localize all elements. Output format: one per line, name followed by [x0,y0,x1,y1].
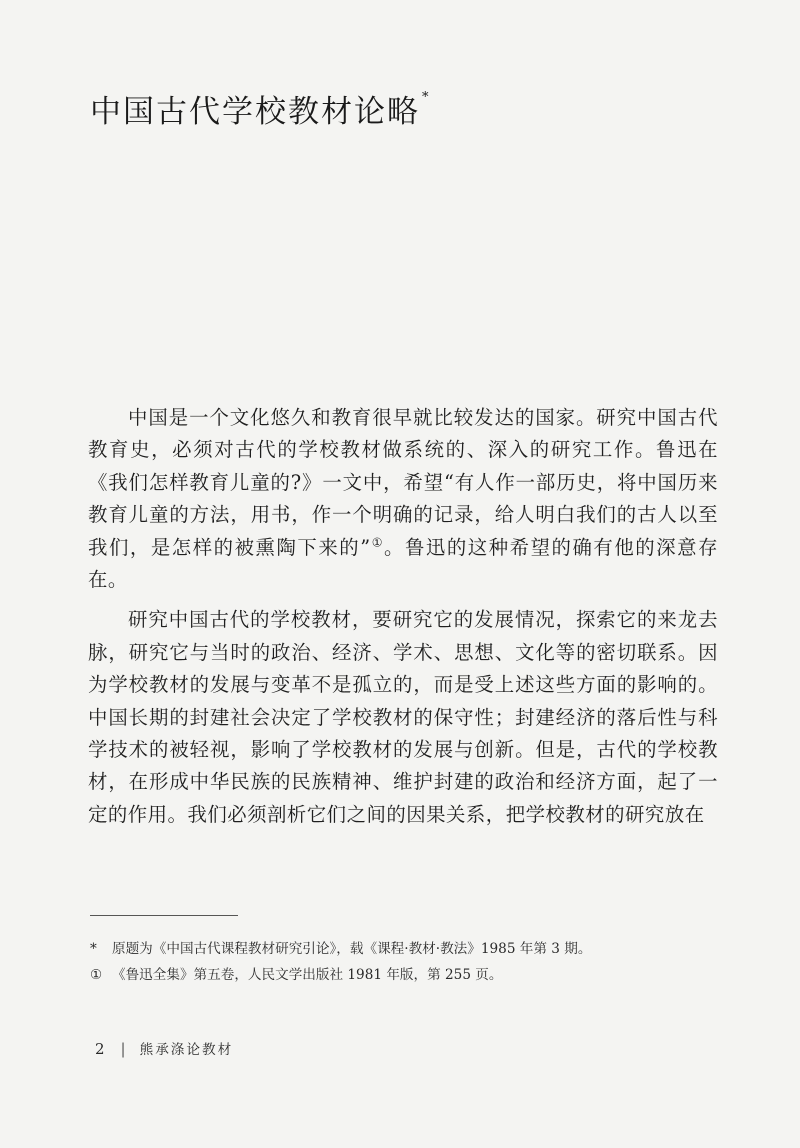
footnote-2-text: 《鲁迅全集》第五卷，人民文学出版社 1981 年版，第 255 页。 [112,967,503,983]
book-title: 熊承涤论教材 [139,1042,234,1058]
paragraph-2 [88,604,718,831]
page-footer [95,1038,233,1058]
footnote-1 [90,936,730,962]
footnote-2-mark: ① [90,967,103,983]
body-text [88,402,718,831]
paragraph-2-text: 研究中国古代的学校教材，要研究它的发展情况，探索它的来龙去脉，研究它与当时的政治、经济、学术、思想、文化等的密切联系。因为学校教材的发展与变革不是孤立的，而是受上述这些方面的影响的。中国长期的封建社会决定了学校教材的保守性；封建经济的落后性与科学技术的被轻视，影响了学校教材的发展与创新。但是，古代的学校教材，在形成中华民族的民族精神、维护封建的政治和经济方面，起了一定的作用。我们必须剖析它们之间的因果关系，把学校教材的研究放在 [88,608,718,826]
paragraph-1-text: 中国是一个文化悠久和教育很早就比较发达的国家。研究中国古代教育史，必须对古代的学校教材做系统的、深入的研究工作。鲁迅在《我们怎样教育儿童的?》一文中，希望“有人作一部历史，将中国历来教育儿童的方法，用书，作一个明确的记录，给人明白我们的古人以至我们，是怎样的被熏陶下来的” [88,406,718,559]
footnote-divider [90,915,238,916]
paragraph-1-text-end: 。鲁迅的这种希望的确有他的深意存在。 [88,535,718,592]
page-number: 2 [95,1040,105,1058]
footnote-1-mark: * [90,941,97,957]
footnotes [90,936,730,988]
paragraph-1 [88,402,718,596]
footer-separator: | [120,1040,126,1058]
footnote-1-text: 原题为《中国古代课程教材研究引论》，载《课程·教材·教法》1985 年第 3 期。 [112,941,592,957]
footnote-ref-1: ① [370,535,384,550]
chapter-title [90,86,431,131]
footnote-2 [90,962,730,988]
chapter-title-footnote-mark: * [422,90,431,105]
chapter-title-text: 中国古代学校教材论略 [90,94,420,130]
